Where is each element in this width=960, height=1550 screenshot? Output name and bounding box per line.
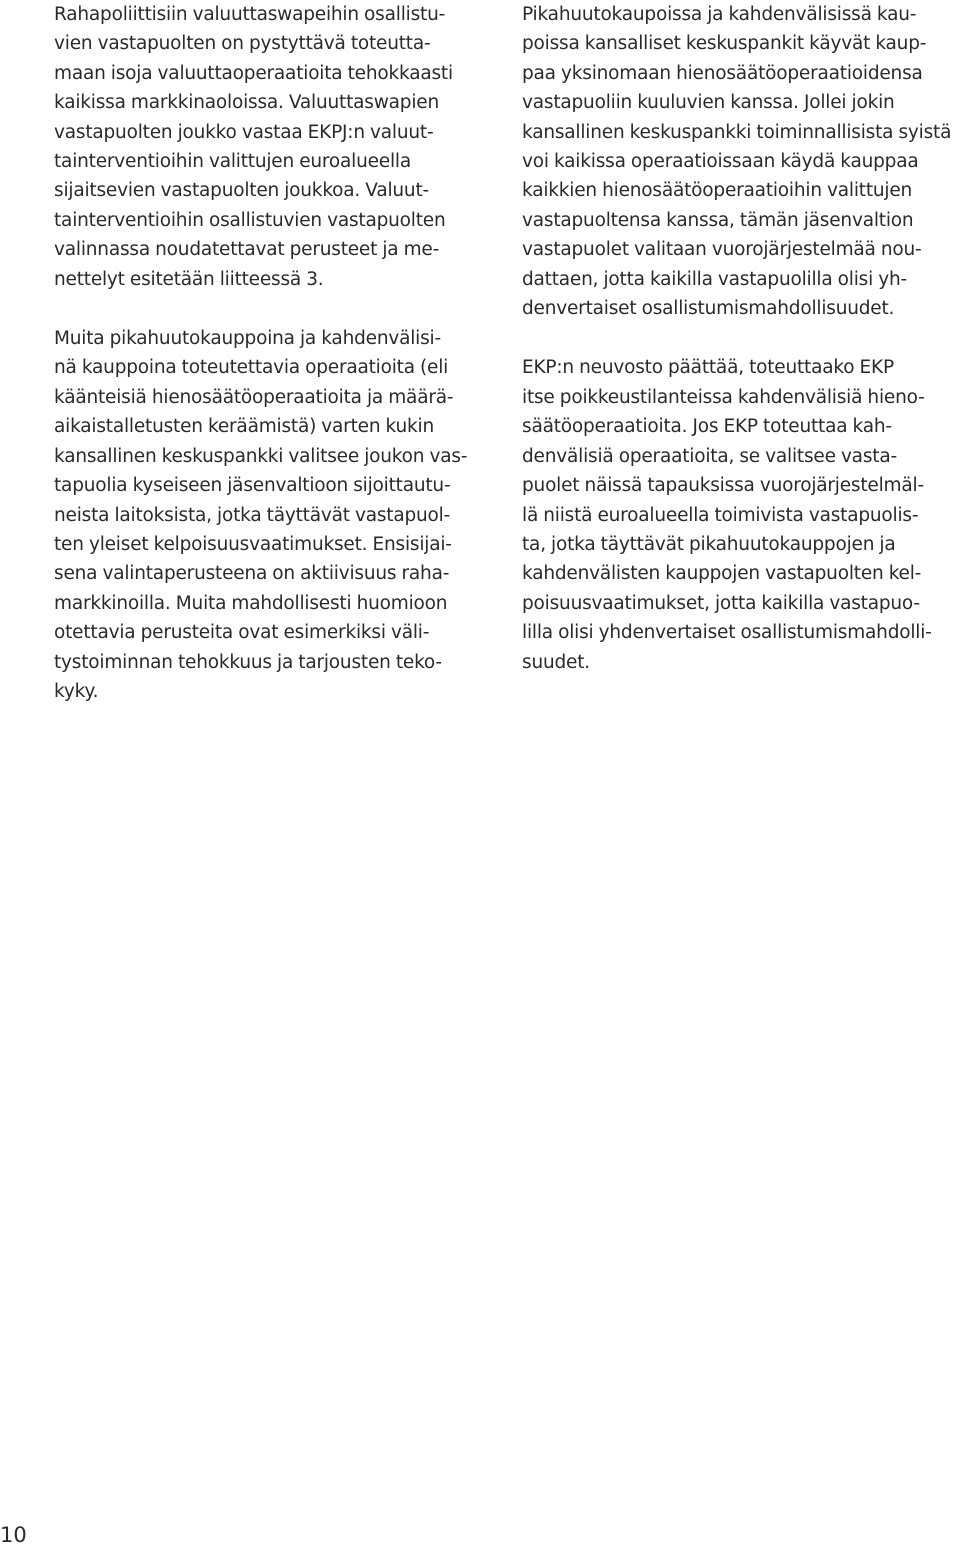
paragraph-currency-swap-counterparties: Rahapoliittisiin valuuttaswapeihin osallistu- vien vastapuolten on pystyttävä toteutta- maan isoja valuuttaoperaatioita tehokkaasti kaikissa markkinaoloissa. Valuuttaswapien vastapuolten joukko vastaa EKPJ:n valuut- tainterventioihin valittujen euroalueella sijaitsevien vastapuolten joukkoa. Valuut- tainterventioihin osallistuvien vastapuolten valinnassa noudatettavat perusteet ja me- nettelyt esitetään liitteessä 3. xyxy=(54,4,453,290)
paragraph-quick-tender-counterparty-selection: Muita pikahuutokauppoina ja kahdenvälisi- nä kauppoina toteutettavia operaatioita (eli käänteisiä hienosäätöoperaatioita ja määrä- aikaistalletusten keräämistä) varten kukin kansallinen keskuspankki valitsee joukon vas- tapuolia kyseiseen jäsenvaltioon sijoittautu- neista laitoksista, jotka täyttävät vastapuol- ten yleiset kelpoisuusvaatimukset. Ensisijai- sena valintaperusteena on aktiivisuus raha- markkinoilla. Muita mahdollisesti huomioon otettavia perusteita ovat esimerkiksi väli- tystoiminnan tehokkuus ja tarjousten teko- kyky. xyxy=(54,328,468,702)
page-number: 10 xyxy=(0,1523,27,1547)
paragraph-bilateral-trading-rotation: Pikahuutokaupoissa ja kahdenvälisissä kau- poissa kansalliset keskuspankit käyvät kaup- paa yksinomaan hienosäätöoperaatioidensa vastapuoliin kuuluvien kanssa. Jollei jokin kansallinen keskuspankki toiminnallisista syistä voi kaikissa operaatioissaan käydä kauppaa kaikkien hienosäätöoperaatioihin valittujen vastapuoltensa kanssa, tämän jäsenvaltion vastapuolet valitaan vuorojärjestelmää nou- dattaen, jotta kaikilla vastapuolilla olisi yh- denvertaiset osallistumismahdollisuudet. xyxy=(522,4,952,320)
paragraph-ecb-governing-council: EKP:n neuvosto päättää, toteuttaako EKP itse poikkeustilanteissa kahdenvälisiä hieno- säätöoperaatioita. Jos EKP toteuttaa kah- denvälisiä operaatioita, se valitsee vasta- puolet näissä tapauksissa vuorojärjestelmäl- lä niistä euroalueella toimivista vastapuolis- ta, jotka täyttävät pikahuutokauppojen ja kahdenvälisten kauppojen vastapuolten kel- poisuusvaatimukset, jotta kaikilla vastapuo- lilla olisi yhdenvertaiset osallistumismahdolli- suudet. xyxy=(522,357,932,673)
left-column xyxy=(54,0,490,706)
paragraph-gap xyxy=(54,294,490,324)
paragraph-gap xyxy=(522,323,958,353)
right-column xyxy=(522,0,958,677)
